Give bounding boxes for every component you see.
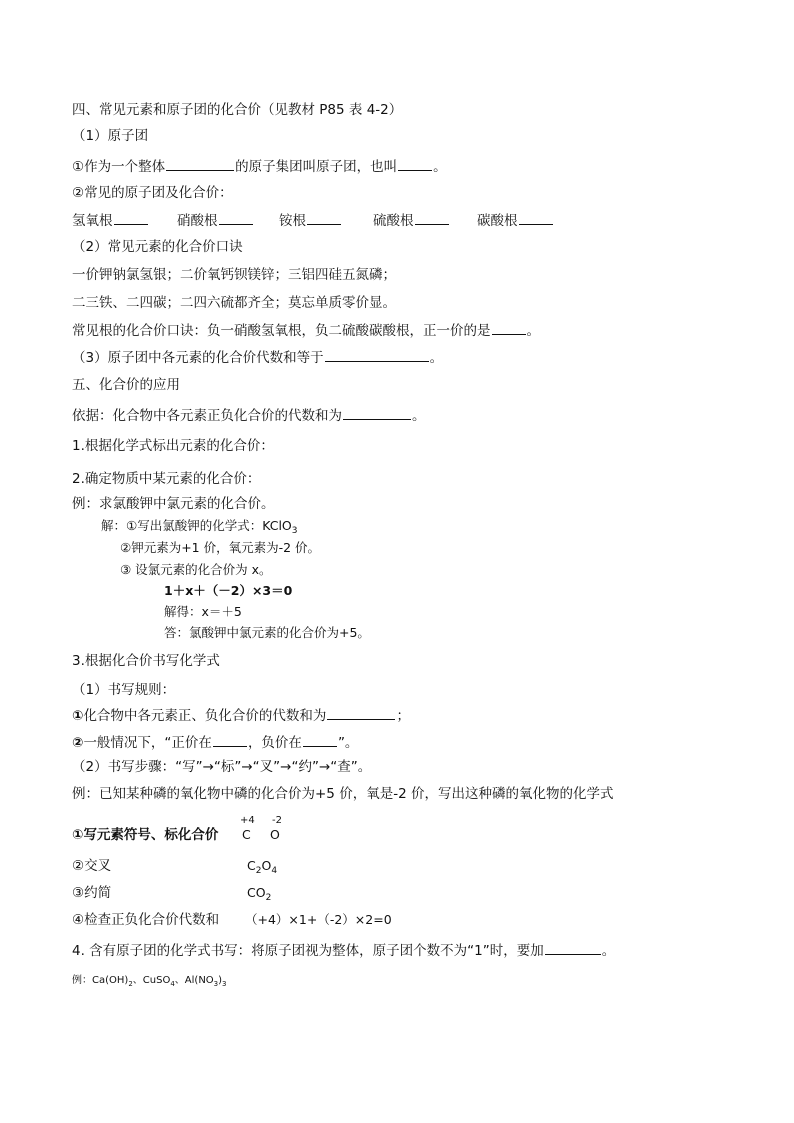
example-3: 例：$Ca(OH)_2$、CuSO$_4$、$Al(NO_3)_3$ <box>72 975 227 988</box>
step-3-formula: $CO_2$ <box>247 885 272 903</box>
step-2-formula: $C_2O_4$ <box>247 858 278 876</box>
solution-step-3: ③ 设氯元素的化合价为 x。 <box>120 562 272 577</box>
blank-fill[interactable] <box>343 406 411 420</box>
radical-item: 硝酸根 <box>177 211 279 230</box>
step-3-label: ③约简 <box>72 885 112 901</box>
rhyme-line-3: 常见根的化合价口诀：负一硝酸氢氧根，负二硫酸碳酸根，正一价的是 。 <box>72 323 540 339</box>
radical-valence-row <box>72 211 554 230</box>
radical-item: 铵根 <box>279 211 373 230</box>
blank-fill[interactable] <box>166 157 234 171</box>
solution-answer: 答：氯酸钾中氯元素的化合价为+5。 <box>164 625 370 640</box>
solution-step-2: ②钾元素为+1 价，氧元素为-2 价。 <box>120 540 321 555</box>
solution-step-1: 解：①写出氯酸钾的化学式：KClO$_3$ <box>101 518 298 536</box>
solution-equation: 1＋x＋（－2）×3＝0 <box>164 583 293 598</box>
radical-item: 硫酸根 <box>373 211 477 230</box>
step-4-label: ④检查正负化合价代数和 <box>72 912 220 928</box>
blank-fill[interactable] <box>219 211 253 225</box>
blank-fill[interactable] <box>492 321 526 335</box>
step-1: ①写元素符号、标化合价 <box>72 827 219 843</box>
blank-fill[interactable] <box>327 706 395 720</box>
blank-fill[interactable] <box>213 733 247 747</box>
use-4-statement: 4. 含有原子团的化学式书写：将原子团视为整体，原子团个数不为“1”时，要加 。 <box>72 943 616 959</box>
blank-fill[interactable] <box>114 211 148 225</box>
rule-1: ①化合物中各元素正、负化合价的代数和为 ； <box>72 708 410 724</box>
blank-fill[interactable] <box>303 733 337 747</box>
writing-steps: （2）书写步骤：“写”→“标”→“叉”→“约”→“查”。 <box>72 759 372 775</box>
sub-heading-radical: （1）原子团 <box>72 128 149 144</box>
section-5-title: 五、化合价的应用 <box>72 377 180 393</box>
step-4-expression: （+4）×1+（-2）×2=0 <box>245 912 392 927</box>
sub-heading-rhyme: （2）常见元素的化合价口诀 <box>72 239 243 255</box>
element-symbol-o: O <box>270 827 280 842</box>
radical-sum-statement: （3）原子团中各元素的化合价代数和等于 。 <box>72 350 444 366</box>
use-2-heading: 2.确定物质中某元素的化合价： <box>72 471 261 487</box>
blank-fill[interactable] <box>325 348 429 362</box>
radical-definition: ①作为一个整体 的原子集团叫原子团，也叫 。 <box>72 159 447 175</box>
rule-heading: （1）书写规则： <box>72 682 176 698</box>
example-2: 例：已知某种磷的氧化物中磷的化合价为+5 价，氧是-2 价，写出这种磷的氧化物的化学式 <box>72 786 614 802</box>
rhyme-line-2: 二三铁、二四碳；二四六硫都齐全；莫忘单质零价显。 <box>72 295 396 311</box>
circled-number-2: ② <box>72 735 84 751</box>
use-1-heading: 1.根据化学式标出元素的化合价： <box>72 438 274 454</box>
circled-number-1: ① <box>72 827 84 843</box>
radical-item: 氢氧根 <box>72 211 177 230</box>
radical-item: 碳酸根 <box>477 211 554 230</box>
rule-2: ②一般情况下，“正价在 ，负价在 ”。 <box>72 735 359 751</box>
step-2-label: ②交叉 <box>72 858 112 874</box>
solution-result: 解得：x＝＋5 <box>164 604 242 619</box>
blank-fill[interactable] <box>415 211 449 225</box>
element-symbol-c: C <box>242 827 251 842</box>
section-4-title: 四、常见元素和原子团的化合价（见教材 P85 表 4-2） <box>72 102 403 118</box>
use-3-heading: 3.根据化合价书写化学式 <box>72 653 220 669</box>
blank-fill[interactable] <box>545 941 601 955</box>
blank-fill[interactable] <box>519 211 553 225</box>
circled-number-1: ① <box>72 708 84 724</box>
rhyme-line-1: 一价钾钠氯氢银；二价氧钙钡镁锌；三铝四硅五氮磷； <box>72 267 396 283</box>
blank-fill[interactable] <box>307 211 341 225</box>
basis-statement: 依据：化合物中各元素正负化合价的代数和为 。 <box>72 408 426 424</box>
radical-list-heading: ②常见的原子团及化合价： <box>72 185 233 201</box>
example-1: 例：求氯酸钾中氯元素的化合价。 <box>72 496 275 512</box>
blank-fill[interactable] <box>398 157 432 171</box>
valence-mark-o: -2 <box>272 815 282 826</box>
valence-mark-c: +4 <box>240 815 255 826</box>
